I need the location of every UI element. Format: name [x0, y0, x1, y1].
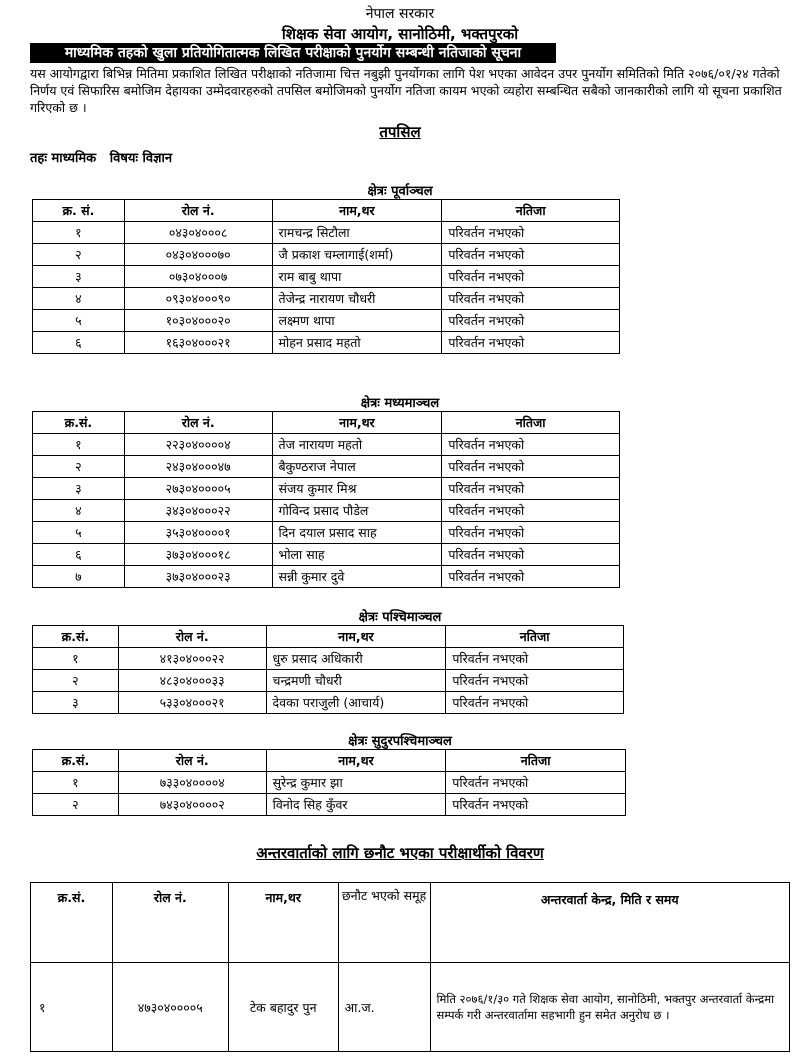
table-row	[33, 670, 624, 692]
table-row	[33, 692, 624, 714]
cell-result: परिवर्तन नभएको	[446, 692, 624, 714]
results-table-madhyamanchal	[32, 411, 620, 588]
table-body	[33, 772, 626, 816]
intro-paragraph: यस आयोगद्वारा बिभिन्न मितिमा प्रकाशित लिखित परीक्षाको नतिजामा चित्त नबुझी पुनर्योगका लागि पेश भएका आवेदन उपर पुनर्योग समितिको मिति २०७६/०१/२४ गतेको निर्णय एवं सिफारिस बमोजिम देहायका उम्मेदवारहरुको तपसिल बमोजिमको पुनर्योग नतिजा कायम भएको व्यहोरा सम्बन्धित सबैको जानकारीको लागि यो सूचना प्रकाशित गरिएको छ ।	[30, 66, 782, 115]
cell-result: परिवर्तन नभएको	[442, 544, 620, 566]
details-heading-text: तपसिल	[379, 123, 421, 141]
cell-name: गोविन्द प्रसाद पौडेल	[272, 500, 442, 522]
cell-serial: २	[33, 670, 119, 692]
cell-name: तेजेन्द्र नारायण चौधरी	[272, 288, 442, 310]
table-header-row	[33, 750, 626, 772]
cell-result: परिवर्तन नभएको	[446, 670, 624, 692]
table-row	[33, 222, 620, 244]
cell-group: आ.ज.	[338, 963, 430, 1052]
cell-result: परिवर्तन नभएको	[442, 566, 620, 588]
cell-serial: १	[33, 434, 125, 456]
interview-heading	[0, 843, 800, 863]
interview-heading-text: अन्तरवार्ताको लागि छनौट भएका परीक्षार्थीको विवरण	[256, 844, 544, 862]
cell-result: परिवर्तन नभएको	[442, 288, 620, 310]
cell-result: परिवर्तन नभएको	[442, 478, 620, 500]
cell-roll: ३७३०४०००२३	[124, 566, 272, 588]
cell-name: भोला साह	[272, 544, 442, 566]
cell-roll: १६३०४०००२१	[124, 332, 272, 354]
cell-roll: ०४३०४०००८	[124, 222, 272, 244]
table-row	[33, 772, 626, 794]
cell-serial: २	[33, 244, 125, 266]
cell-roll: ४१३०४०००२२	[118, 648, 266, 670]
col-serial: क्र.सं.	[33, 750, 119, 772]
table-row	[33, 500, 620, 522]
interview-header-row	[31, 883, 790, 963]
table-row	[33, 648, 624, 670]
cell-serial: ७	[33, 566, 125, 588]
cell-result: परिवर्तन नभएको	[442, 456, 620, 478]
cell-serial: १	[33, 772, 119, 794]
cell-serial: ५	[33, 310, 125, 332]
cell-result: परिवर्तन नभएको	[442, 244, 620, 266]
cell-serial: ५	[33, 522, 125, 544]
cell-name: राम बाबु थापा	[272, 266, 442, 288]
col-roll: रोल नं.	[124, 412, 272, 434]
cell-serial: ३	[33, 692, 119, 714]
cell-roll: ३७३०४०००१८	[124, 544, 272, 566]
cell-name: चन्द्रमणी चौधरी	[266, 670, 446, 692]
cell-name: विनोद सिह कुँवर	[266, 794, 446, 816]
cell-result: परिवर्तन नभएको	[446, 794, 626, 816]
cell-name: दिन दयाल प्रसाद साह	[272, 522, 442, 544]
cell-serial: ३	[33, 478, 125, 500]
col-roll: रोल नं.	[118, 626, 266, 648]
region-title-madhyamanchal: क्षेत्रः मध्यमाञ्चल	[360, 396, 440, 411]
cell-name: देवका पराजुली (आचार्य)	[266, 692, 446, 714]
table-header-row	[33, 200, 620, 222]
table-row	[33, 266, 620, 288]
table-row	[33, 456, 620, 478]
table-row	[33, 522, 620, 544]
cell-name: टेक बहादुर पुन	[228, 963, 338, 1052]
region-title-paschimanchal: क्षेत्रः पश्चिमाञ्चल	[358, 610, 442, 625]
cell-serial: ४	[33, 500, 125, 522]
subject-line: तहः माध्यमिक विषयः विज्ञान	[30, 151, 173, 166]
cell-roll: ०४३०४०००७०	[124, 244, 272, 266]
region-title-sudurpaschimanchal: क्षेत्रः सुदुरपश्चिमाञ्चल	[348, 734, 452, 749]
col-serial: क्र.सं.	[33, 626, 119, 648]
col-result: नतिजा	[446, 750, 626, 772]
cell-name: धुरु प्रसाद अधिकारी	[266, 648, 446, 670]
col-group: छनौट भएको समूह	[338, 883, 430, 963]
cell-roll: ७३३०४००००४	[118, 772, 266, 794]
col-name: नाम,थर	[266, 750, 446, 772]
cell-roll: ४८३०४०००३३	[118, 670, 266, 692]
cell-name: तेज नारायण महतो	[272, 434, 442, 456]
col-result: नतिजा	[442, 412, 620, 434]
cell-result: परिवर्तन नभएको	[442, 332, 620, 354]
col-name: नाम,थर	[266, 626, 446, 648]
cell-name: मोहन प्रसाद महतो	[272, 332, 442, 354]
results-table-purvanchal	[32, 199, 620, 354]
table-row	[33, 434, 620, 456]
cell-serial: ३	[33, 266, 125, 288]
col-roll: रोल नं.	[124, 200, 272, 222]
cell-serial: ६	[33, 332, 125, 354]
organization-name: शिक्षक सेवा आयोग, सानोठिमी, भक्तपुरको	[281, 25, 519, 43]
table-row	[33, 794, 626, 816]
cell-roll: ०७३०४०००७	[124, 266, 272, 288]
col-name: नाम,थर	[228, 883, 338, 963]
government-label: नेपाल सरकार	[365, 6, 435, 22]
cell-result: परिवर्तन नभएको	[442, 500, 620, 522]
cell-result: परिवर्तन नभएको	[442, 434, 620, 456]
cell-result: परिवर्तन नभएको	[442, 222, 620, 244]
table-row	[31, 963, 790, 1052]
cell-interview-center: मिति २०७६/१/३० गते शिक्षक सेवा आयोग, सानोठिमी, भक्तपुर अन्तरवार्ता केन्द्रमा सम्पर्क गरी अन्तरवार्तामा सहभागी हुन समेत अनुरोध छ ।	[430, 963, 790, 1052]
cell-name: सन्नी कुमार दुवे	[272, 566, 442, 588]
cell-serial: ४	[33, 288, 125, 310]
interview-table	[30, 882, 790, 1052]
cell-roll: ३५३०४००००१	[124, 522, 272, 544]
cell-roll: ४७३०४००००५	[112, 963, 228, 1052]
cell-name: रामचन्द्र सिटौला	[272, 222, 442, 244]
details-heading	[0, 122, 800, 142]
col-roll: रोल नं.	[112, 883, 228, 963]
results-table-paschimanchal	[32, 625, 624, 714]
cell-roll: २४३०४०००४७	[124, 456, 272, 478]
region-title-purvanchal: क्षेत्रः पूर्वाञ्चल	[367, 184, 433, 199]
cell-name: सुरेन्द्र कुमार झा	[266, 772, 446, 794]
table-body	[33, 648, 624, 714]
col-result: नतिजा	[446, 626, 624, 648]
col-serial: क्र.सं.	[33, 412, 125, 434]
cell-serial: ६	[33, 544, 125, 566]
results-table-sudurpaschimanchal	[32, 749, 626, 816]
cell-name: बैकुण्ठराज नेपाल	[272, 456, 442, 478]
col-result: नतिजा	[442, 200, 620, 222]
cell-roll: ५३३०४०००२१	[118, 692, 266, 714]
table-row	[33, 288, 620, 310]
cell-serial: १	[31, 963, 113, 1052]
table-row	[33, 566, 620, 588]
cell-name: जै प्रकाश चम्लागाई(शर्मा)	[272, 244, 442, 266]
cell-serial: २	[33, 794, 119, 816]
table-header-row	[33, 626, 624, 648]
col-name: नाम,थर	[272, 412, 442, 434]
notice-title: माध्यमिक तहको खुला प्रतियोगितात्मक लिखित परीक्षाको पुनर्योग सम्बन्धी नतिजाको सूचना	[30, 43, 556, 63]
table-row	[33, 544, 620, 566]
cell-roll: २७३०४००००५	[124, 478, 272, 500]
cell-roll: १०३०४०००२०	[124, 310, 272, 332]
cell-result: परिवर्तन नभएको	[446, 648, 624, 670]
col-serial: क्र.सं.	[31, 883, 113, 963]
col-name: नाम,थर	[272, 200, 442, 222]
table-body	[33, 434, 620, 588]
table-row	[33, 244, 620, 266]
cell-result: परिवर्तन नभएको	[442, 522, 620, 544]
col-interview-center: अन्तरवार्ता केन्द्र, मिति र समय	[430, 883, 790, 963]
cell-result: परिवर्तन नभएको	[442, 310, 620, 332]
cell-roll: ३४३०४०००२२	[124, 500, 272, 522]
table-row	[33, 332, 620, 354]
table-row	[33, 310, 620, 332]
cell-roll: ०९३०४०००९०	[124, 288, 272, 310]
cell-name: संजय कुमार मिश्र	[272, 478, 442, 500]
cell-serial: २	[33, 456, 125, 478]
table-row	[33, 478, 620, 500]
col-roll: रोल नं.	[118, 750, 266, 772]
cell-roll: २२३०४००००४	[124, 434, 272, 456]
cell-name: लक्ष्मण थापा	[272, 310, 442, 332]
cell-serial: १	[33, 222, 125, 244]
table-header-row	[33, 412, 620, 434]
cell-result: परिवर्तन नभएको	[442, 266, 620, 288]
table-body	[33, 222, 620, 354]
cell-result: परिवर्तन नभएको	[446, 772, 626, 794]
cell-roll: ७४३०४००००२	[118, 794, 266, 816]
cell-serial: १	[33, 648, 119, 670]
col-serial: क्र. सं.	[33, 200, 125, 222]
